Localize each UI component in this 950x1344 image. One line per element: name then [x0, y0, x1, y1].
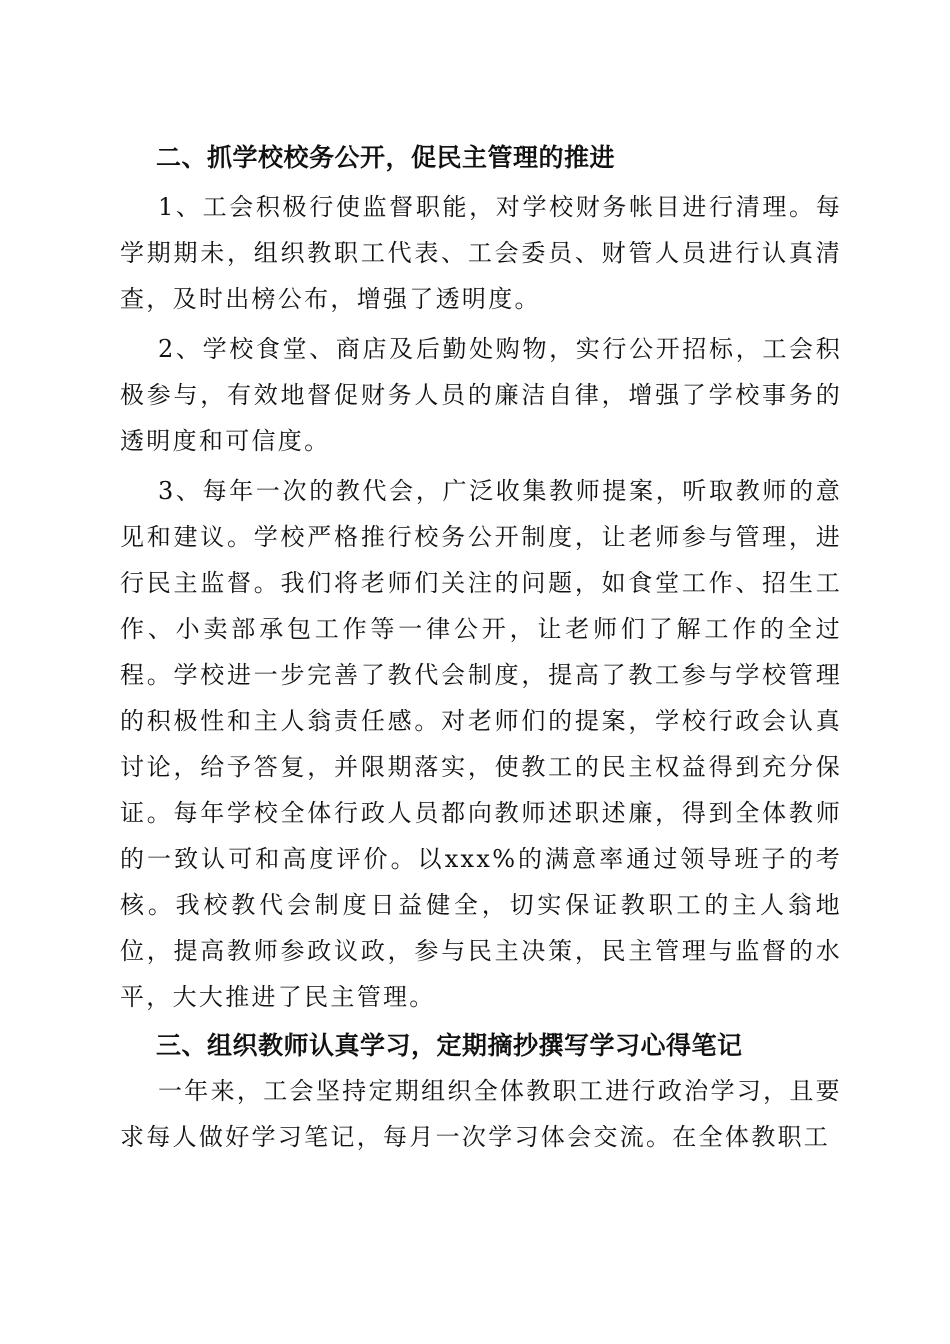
- section-heading-3: 三、组织教师认真学习，定期摘抄撰写学习心得笔记: [156, 1031, 743, 1060]
- section-body-2: [120, 184, 842, 322]
- paragraph-3: 3、每年一次的教代会，广泛收集教师提案，听取教师的意见和建议。学校严格推行校务公开制度，让老师参与管理，进行民主监督。我们将老师们关注的问题，如食堂工作、招生工作、小卖部承包工作等一律公开，让老师们了解工作的全过程。学校进一步完善了教代会制度，提高了教工参与学校管理的积极性和主人翁责任感。对老师们的提案，学校行政会认真讨论，给予答复，并限期落实，使教工的民主权益得到充分保证。每年学校全体行政人员都向教师述职述廉，得到全体教师的一致认可和高度评价。以xxx%的满意率通过领导班子的考核。我校教代会制度日益健全，切实保证教职工的主人翁地位，提高教师参政议政，参与民主决策，民主管理与监督的水平，大大推进了民主管理。: [120, 477, 842, 1011]
- paragraph-block-2: [120, 326, 842, 464]
- section-heading-2: 二、抓学校校务公开，促民主管理的推进: [156, 143, 616, 172]
- paragraph-2: 2、学校食堂、商店及后勤处购物，实行公开招标，工会积极参与，有效地督促财务人员的廉洁自律，增强了学校事务的透明度和可信度。: [120, 335, 842, 455]
- paragraph-1: 1、工会积极行使监督职能，对学校财务帐目进行清理。每学期期未，组织教职工代表、工会委员、财管人员进行认真清查，及时出榜公布，增强了透明度。: [120, 193, 842, 313]
- paragraph-block-4: [120, 1068, 842, 1160]
- paragraph-block-3: [120, 468, 842, 1020]
- paragraph-4: 一年来，工会坚持定期组织全体教职工进行政治学习，且要求每人做好学习笔记，每月一次学习体会交流。在全体教职工: [120, 1077, 842, 1151]
